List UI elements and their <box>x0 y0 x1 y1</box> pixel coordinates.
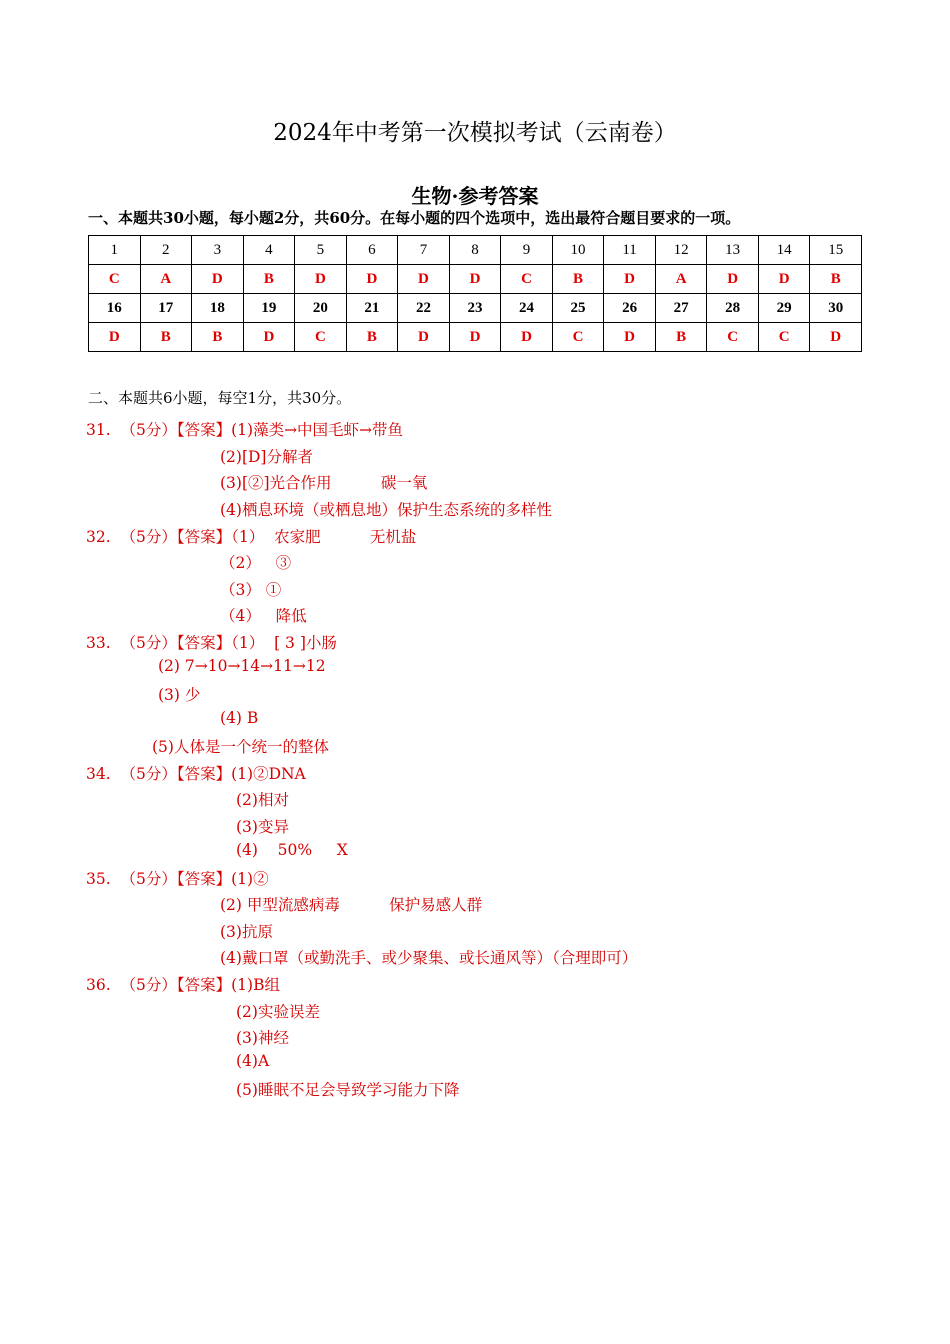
section1-heading: 一、本题共30小题，每小题2分，共60分。在每小题的四个选项中，选出最符合题目要求的一项。 <box>88 209 741 227</box>
answer-letter-cell: B <box>810 265 862 294</box>
question-number-cell: 22 <box>398 294 450 323</box>
answer-letter-row <box>89 265 862 294</box>
answer-line: (5)睡眠不足会导致学习能力下降 <box>236 1081 460 1099</box>
question-number-cell: 13 <box>707 236 759 265</box>
question-number-cell: 4 <box>243 236 295 265</box>
answer-line-33: 33. （5分）【答案】（1） [ 3 ]小肠 <box>86 634 337 652</box>
question-number-cell: 20 <box>295 294 347 323</box>
question-number-cell: 19 <box>243 294 295 323</box>
answer-letter-cell: D <box>501 323 553 352</box>
answer-letter-cell: C <box>707 323 759 352</box>
question-number-cell: 5 <box>295 236 347 265</box>
answer-line-36: 36. （5分）【答案】(1)B组 <box>86 976 280 994</box>
answer-letter-cell: C <box>295 323 347 352</box>
answer-line: (3)[②]光合作用 碳一氧 <box>220 474 428 492</box>
answer-letter-cell: D <box>758 265 810 294</box>
page-title: 2024年中考第一次模拟考试（云南卷） <box>273 120 677 146</box>
question-number-cell: 8 <box>449 236 501 265</box>
page-subtitle: 生物·参考答案 <box>411 184 539 208</box>
answer-line: (3)神经 <box>236 1029 289 1047</box>
answer-line-34: 34. （5分）【答案】(1)②DNA <box>86 765 306 783</box>
question-number-cell: 23 <box>449 294 501 323</box>
question-number-cell: 16 <box>89 294 141 323</box>
question-number-cell: 28 <box>707 294 759 323</box>
answer-letter-cell: D <box>707 265 759 294</box>
answer-line: (4) 50% X <box>236 841 348 859</box>
answer-line: （2） ③ <box>220 554 292 572</box>
answer-letter-cell: D <box>346 265 398 294</box>
question-number-row <box>89 236 862 265</box>
answer-table <box>88 235 862 352</box>
answer-line-35: 35. （5分）【答案】(1)② <box>86 870 269 888</box>
question-number-cell: 30 <box>810 294 862 323</box>
answer-letter-cell: D <box>243 323 295 352</box>
answer-line: (2)相对 <box>236 791 289 809</box>
question-number-cell: 2 <box>140 236 192 265</box>
answer-letter-row <box>89 323 862 352</box>
answer-line: (2) 甲型流感病毒 保护易感人群 <box>220 896 483 914</box>
question-number-cell: 18 <box>192 294 244 323</box>
question-number-cell: 6 <box>346 236 398 265</box>
question-number-cell: 25 <box>552 294 604 323</box>
question-number-cell: 10 <box>552 236 604 265</box>
question-number-cell: 3 <box>192 236 244 265</box>
answer-letter-cell: C <box>501 265 553 294</box>
answer-letter-cell: C <box>758 323 810 352</box>
question-number-cell: 12 <box>655 236 707 265</box>
answer-line: (2)实验误差 <box>236 1003 320 1021</box>
answer-letter-cell: B <box>243 265 295 294</box>
answer-letter-cell: A <box>140 265 192 294</box>
answer-letter-cell: D <box>398 265 450 294</box>
answer-letter-cell: D <box>295 265 347 294</box>
question-number-cell: 21 <box>346 294 398 323</box>
answer-letter-cell: B <box>655 323 707 352</box>
answer-letter-cell: D <box>192 265 244 294</box>
answer-letter-cell: D <box>89 323 141 352</box>
answer-line: (4)栖息环境（或栖息地）保护生态系统的多样性 <box>220 501 552 519</box>
question-number-cell: 27 <box>655 294 707 323</box>
answer-line: (2) 7→10→14→11→12 <box>158 657 326 675</box>
answer-line: (5)人体是一个统一的整体 <box>152 738 329 756</box>
answer-line-31: 31. （5分）【答案】(1)藻类→中国毛虾→带鱼 <box>86 421 404 439</box>
question-number-cell: 7 <box>398 236 450 265</box>
answer-letter-cell: B <box>552 265 604 294</box>
answer-line-32: 32. （5分）【答案】（1） 农家肥 无机盐 <box>86 528 417 546</box>
answer-letter-cell: B <box>192 323 244 352</box>
answer-letter-cell: B <box>346 323 398 352</box>
answer-letter-cell: C <box>552 323 604 352</box>
answer-letter-cell: D <box>449 265 501 294</box>
section2-heading: 二、本题共6小题，每空1分，共30分。 <box>88 389 352 407</box>
answer-line: (4)A <box>236 1052 270 1070</box>
answer-letter-cell: D <box>810 323 862 352</box>
answer-line: (2)[D]分解者 <box>220 448 313 466</box>
answer-letter-cell: B <box>140 323 192 352</box>
answer-line: (4) B <box>220 709 259 727</box>
question-number-cell: 1 <box>89 236 141 265</box>
question-number-cell: 14 <box>758 236 810 265</box>
answer-letter-cell: D <box>604 265 656 294</box>
question-number-row <box>89 294 862 323</box>
answer-line: (3)抗原 <box>220 923 273 941</box>
question-number-cell: 15 <box>810 236 862 265</box>
question-number-cell: 26 <box>604 294 656 323</box>
question-number-cell: 24 <box>501 294 553 323</box>
answer-line: (4)戴口罩（或勤洗手、或少聚集、或长通风等）（合理即可） <box>220 949 638 967</box>
answer-letter-cell: D <box>449 323 501 352</box>
question-number-cell: 11 <box>604 236 656 265</box>
answer-letter-cell: D <box>398 323 450 352</box>
answer-line: (3)变异 <box>236 818 289 836</box>
answer-letter-cell: C <box>89 265 141 294</box>
answer-letter-cell: A <box>655 265 707 294</box>
question-number-cell: 9 <box>501 236 553 265</box>
answer-line: (3) 少 <box>158 686 201 704</box>
question-number-cell: 29 <box>758 294 810 323</box>
question-number-cell: 17 <box>140 294 192 323</box>
answer-line: （3） ① <box>220 581 282 599</box>
answer-letter-cell: D <box>604 323 656 352</box>
answer-line: （4） 降低 <box>220 607 307 625</box>
